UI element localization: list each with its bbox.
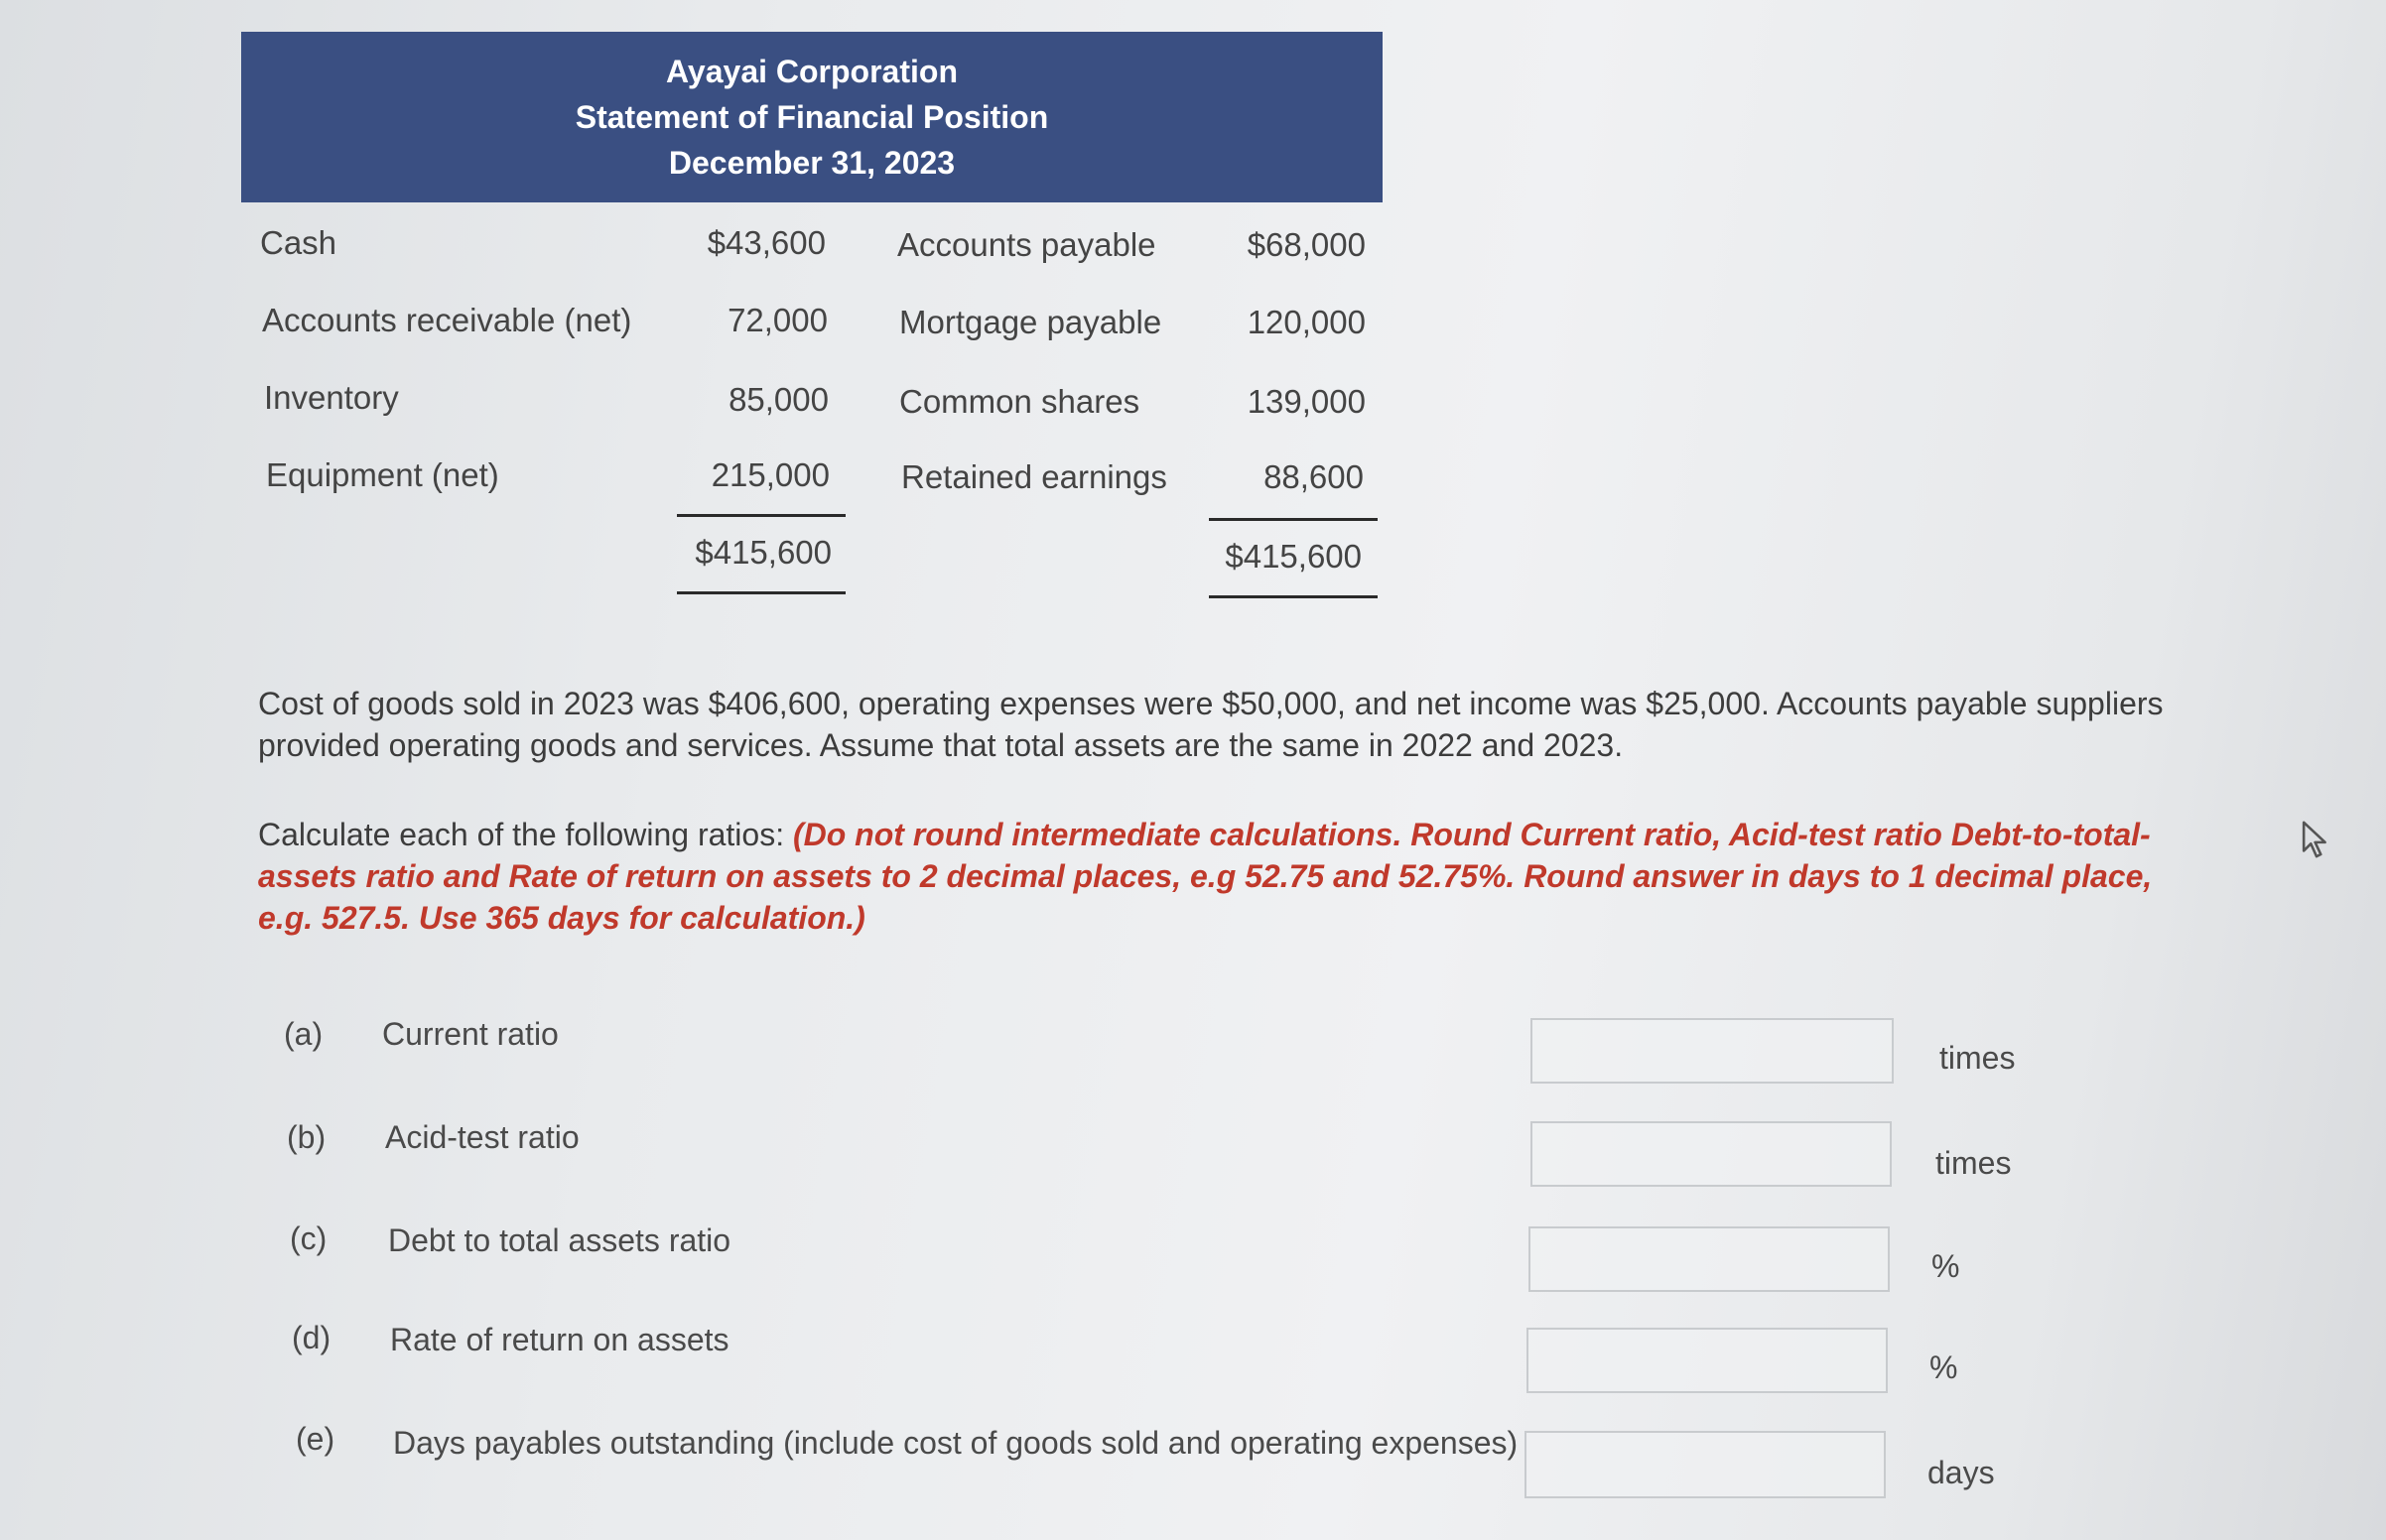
liability-label-mortgage-payable: Mortgage payable <box>899 304 1162 340</box>
asset-label-inventory: Inventory <box>264 379 399 416</box>
asset-label-equipment: Equipment (net) <box>266 456 499 493</box>
assets-subtotal-rule <box>677 514 846 517</box>
question-unit-b: times <box>1935 1145 2012 1181</box>
statement-date: December 31, 2023 <box>668 145 956 181</box>
liabilities-equity-total: $415,600 <box>1225 538 1362 575</box>
statement-header <box>241 32 1383 202</box>
question-unit-a: times <box>1939 1040 2016 1076</box>
instructions-lead: Calculate each of the following ratios: <box>258 817 793 852</box>
asset-amount-cash: $43,600 <box>707 224 826 261</box>
assets-total-rule <box>677 591 846 594</box>
equity-amount-common-shares: 139,000 <box>1247 383 1366 420</box>
question-label-return-on-assets: Rate of return on assets <box>390 1322 729 1357</box>
liability-amount-accounts-payable: $68,000 <box>1247 226 1366 263</box>
company-name: Ayayai Corporation <box>666 54 958 89</box>
asset-amount-inventory: 85,000 <box>729 381 829 418</box>
equity-label-retained-earnings: Retained earnings <box>901 458 1167 495</box>
equity-label-common-shares: Common shares <box>899 383 1140 420</box>
question-unit-d: % <box>1929 1349 1958 1385</box>
asset-label-cash: Cash <box>260 224 337 261</box>
liabilities-subtotal-rule <box>1209 518 1378 521</box>
asset-label-receivable: Accounts receivable (net) <box>262 302 632 338</box>
return-on-assets-input[interactable] <box>1526 1328 1888 1393</box>
asset-amount-receivable: 72,000 <box>728 302 828 338</box>
liability-amount-mortgage-payable: 120,000 <box>1247 304 1366 340</box>
question-letter-a: (a) <box>284 1016 324 1052</box>
question-label-current-ratio: Current ratio <box>382 1016 559 1052</box>
mouse-pointer-icon <box>2299 820 2334 859</box>
current-ratio-input[interactable] <box>1530 1018 1894 1084</box>
instructions-emphasis: (Do not round intermediate calculations. Round Current ratio, Acid-test ratio Debt-to-total-assets ratio and Rate of return on assets to 2 decimal places, e.g 52.75 and 52.75%. Round answer in days to 1 decimal place, e.g. 527.5. Use 365 days for calculation.) <box>258 817 2153 936</box>
debt-to-total-assets-input[interactable] <box>1528 1226 1890 1292</box>
instructions <box>258 814 2164 939</box>
question-label-acid-test-ratio: Acid-test ratio <box>385 1119 580 1155</box>
acid-test-ratio-input[interactable] <box>1530 1121 1892 1187</box>
question-letter-e: (e) <box>296 1421 335 1457</box>
asset-amount-equipment: 215,000 <box>711 456 830 493</box>
statement-title: Statement of Financial Position <box>575 99 1049 135</box>
assets-total: $415,600 <box>695 534 832 571</box>
question-letter-b: (b) <box>287 1119 327 1155</box>
equity-amount-retained-earnings: 88,600 <box>1263 458 1364 495</box>
question-unit-c: % <box>1931 1248 1960 1284</box>
question-unit-e: days <box>1927 1455 1995 1490</box>
question-label-debt-to-total-assets: Debt to total assets ratio <box>388 1222 731 1258</box>
liabilities-total-rule <box>1209 595 1378 598</box>
question-letter-c: (c) <box>290 1220 328 1256</box>
days-payables-outstanding-input[interactable] <box>1524 1431 1886 1498</box>
question-letter-d: (d) <box>292 1320 331 1355</box>
info-paragraph: Cost of goods sold in 2023 was $406,600, operating expenses were $50,000, and net income was $25,000. Accounts payable suppliers provided operating goods and services. Assume that total assets are the same in 2022 and 2023. <box>258 686 2164 763</box>
question-label-days-payables-outstanding: Days payables outstanding (include cost of goods sold and operating expenses) <box>393 1425 1519 1461</box>
liability-label-accounts-payable: Accounts payable <box>897 226 1156 263</box>
